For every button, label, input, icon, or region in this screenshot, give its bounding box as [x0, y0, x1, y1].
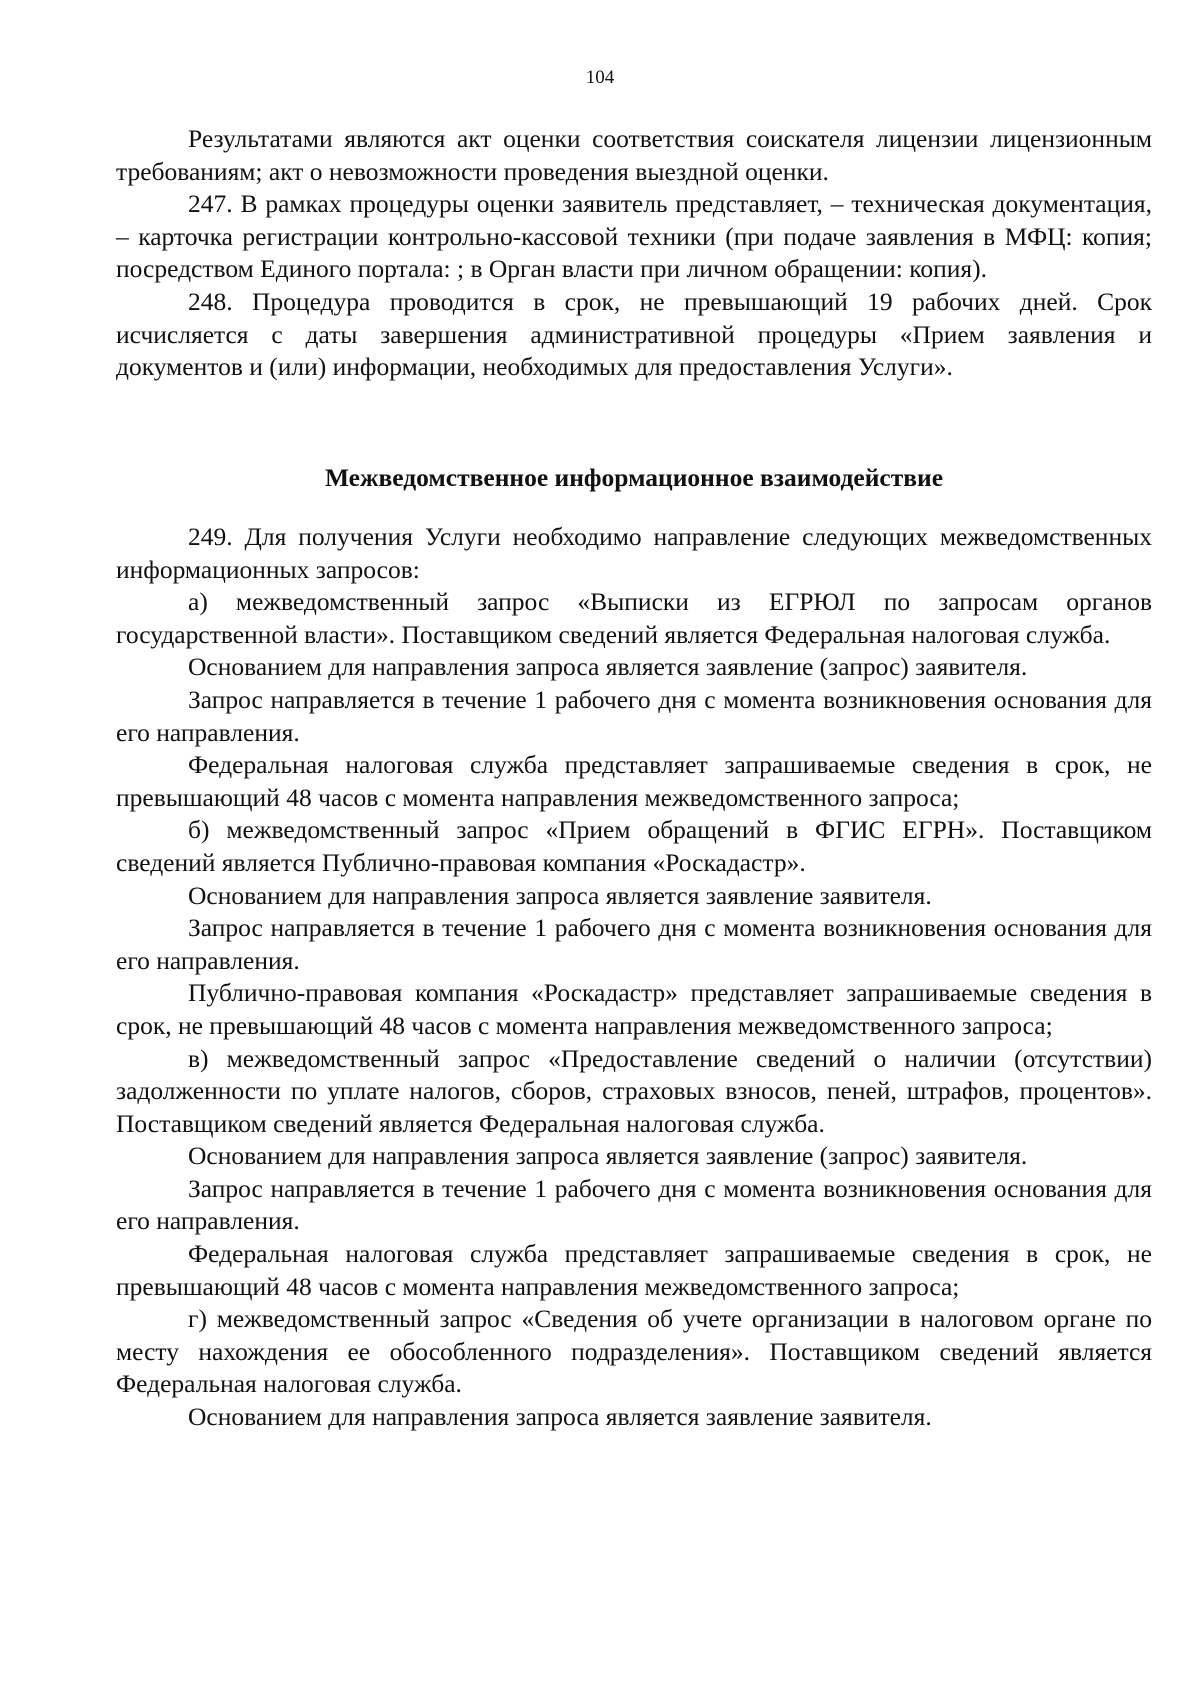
paragraph: г) межведомственный запрос «Сведения об учете организации в налоговом органе по месту нахождения ее обособленного подразделения». Поставщиком сведений является Федеральная налоговая служба.	[116, 1304, 1152, 1399]
paragraph: б) межведомственный запрос «Прием обращений в ФГИС ЕГРН». Поставщиком сведений является Публично-правовая компания «Роскадастр».	[116, 815, 1152, 877]
paragraph: Федеральная налоговая служба представляет запрашиваемые сведения в срок, не превышающий 48 часов с момента направления межведомственного запроса;	[116, 1239, 1152, 1301]
paragraph: Основанием для направления запроса является заявление заявителя.	[188, 880, 932, 910]
paragraph: Запрос направляется в течение 1 рабочего дня с момента возникновения основания для его направления.	[116, 913, 1152, 975]
paragraph: Основанием для направления запроса является заявление заявителя.	[188, 1402, 932, 1432]
paragraph: 249. Для получения Услуги необходимо направление следующих межведомственных информационных запросов:	[116, 522, 1152, 584]
paragraph: Результатами являются акт оценки соответствия соискателя лицензии лицензионным требованиям; акт о невозможности проведения выездной оценки.	[116, 124, 1152, 186]
paragraph: а) межведомственный запрос «Выписки из ЕГРЮЛ по запросам органов государственной власти». Поставщиком сведений является Федеральная налоговая служба.	[116, 587, 1152, 649]
paragraph: 248. Процедура проводится в срок, не превышающий 19 рабочих дней. Срок исчисляется с даты завершения административной процедуры «Прием заявления и документов и (или) информации, необходимых для предоставления Услуги».	[116, 286, 1152, 382]
paragraph: Основанием для направления запроса является заявление (запрос) заявителя.	[188, 652, 1028, 682]
paragraph: Запрос направляется в течение 1 рабочего дня с момента возникновения основания для его направления.	[116, 684, 1152, 747]
paragraph: Публично-правовая компания «Роскадастр» представляет запрашиваемые сведения в срок, не превышающий 48 часов с момента направления межведомственного запроса;	[116, 978, 1152, 1040]
page-number: 104	[585, 67, 615, 88]
paragraph: в) межведомственный запрос «Предоставление сведений о наличии (отсутствии) задолженности по уплате налогов, сборов, страховых взносов, пеней, штрафов, процентов». Поставщиком сведений является Федеральная налоговая служба.	[116, 1043, 1152, 1138]
paragraph: 247. В рамках процедуры оценки заявитель представляет, – техническая документация, – карточка регистрации контрольно-кассовой техники (при подаче заявления в МФЦ: копия; посредством Единого портала: ; в Орган власти при личном обращении: копия).	[116, 189, 1152, 284]
paragraph: Федеральная налоговая служба представляет запрашиваемые сведения в срок, не превышающий 48 часов с момента направления межведомственного запроса;	[116, 750, 1152, 812]
bottom-text-block	[116, 521, 1152, 1434]
section-heading: Межведомственное информационное взаимодействие	[324, 463, 944, 492]
top-text-block	[116, 123, 1152, 384]
paragraph: Основанием для направления запроса является заявление (запрос) заявителя.	[188, 1141, 1028, 1171]
paragraph: Запрос направляется в течение 1 рабочего дня с момента возникновения основания для его направления.	[116, 1173, 1152, 1236]
